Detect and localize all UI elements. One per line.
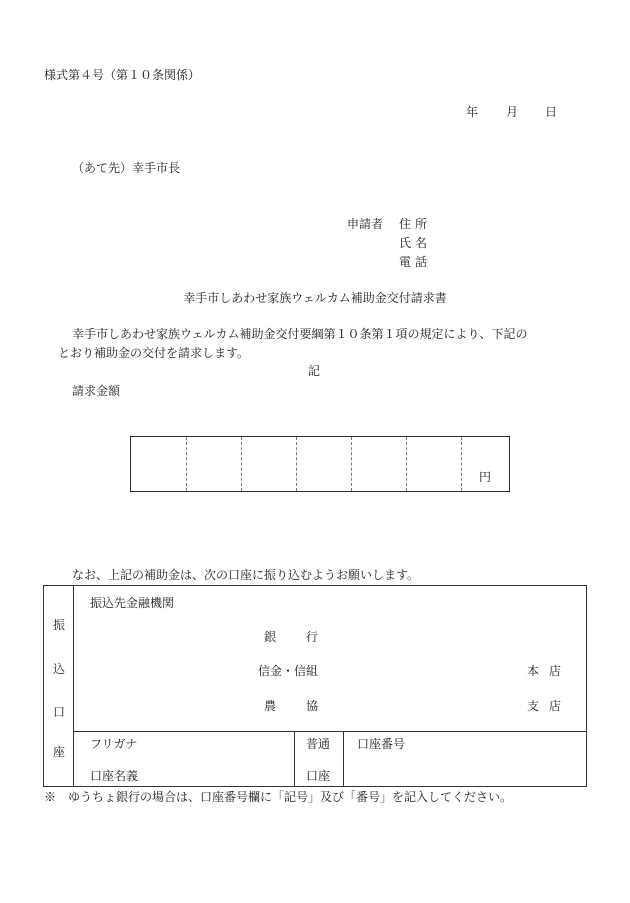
nokyo-label: 農協 [264, 699, 349, 713]
account-type-ordinary: 普通 [306, 737, 331, 751]
account-number-label: 口座番号 [357, 737, 406, 751]
date-month: 月 [506, 105, 519, 119]
account-holder-label: 口座名義 [90, 769, 139, 783]
branch-label: 支店 [527, 699, 572, 713]
side-column-divider [73, 586, 74, 786]
amount-label: 請求金額 [72, 384, 121, 398]
ki-label: 記 [308, 364, 321, 378]
account-table [43, 585, 587, 787]
account-number-divider [343, 731, 344, 786]
furigana-label: フリガナ [90, 737, 138, 751]
digit-divider [296, 437, 297, 491]
form-number: 様式第４号（第１０条関係） [44, 68, 201, 82]
digit-divider [461, 437, 462, 491]
side-label-char: 口 [52, 705, 65, 719]
applicant-name-label: 氏名 [399, 236, 432, 250]
footnote: ※ ゆうちょ銀行の場合は、口座番号欄に「記号」及び「番号」を記入してください。 [44, 790, 513, 804]
institution-label: 振込先金融機関 [90, 596, 175, 610]
date-year: 年 [466, 105, 479, 119]
addressee: （あて先）幸手市長 [72, 161, 181, 175]
applicant-role: 申請者 [347, 217, 384, 231]
body-line-1: 幸手市しあわせ家族ウェルカム補助金交付要綱第１０条第１項の規定により、下記の [72, 327, 528, 341]
head-office-label: 本店 [527, 664, 572, 678]
side-label-char: 座 [52, 745, 65, 759]
digit-divider [351, 437, 352, 491]
account-row-divider [73, 731, 586, 732]
account-type-divider [294, 731, 295, 786]
body-line-2: とおり補助金の交付を請求します。 [58, 346, 250, 360]
side-label-char: 振 [52, 618, 65, 632]
digit-divider [241, 437, 242, 491]
transfer-note: なお、上記の補助金は、次の口座に振り込むようお願いします。 [72, 568, 420, 582]
digit-divider [406, 437, 407, 491]
amount-box[interactable] [130, 436, 510, 492]
shinkin-label: 信金・信組 [258, 664, 319, 678]
account-type-current: 口座 [306, 769, 331, 783]
applicant-address-label: 住所 [399, 217, 432, 231]
digit-divider [186, 437, 187, 491]
applicant-phone-label: 電話 [399, 255, 432, 269]
side-label-char: 込 [52, 662, 65, 676]
bank-label: 銀行 [264, 630, 349, 644]
yen-label: 円 [479, 470, 492, 484]
document-title: 幸手市しあわせ家族ウェルカム補助金交付請求書 [183, 291, 447, 305]
date-day: 日 [545, 105, 558, 119]
